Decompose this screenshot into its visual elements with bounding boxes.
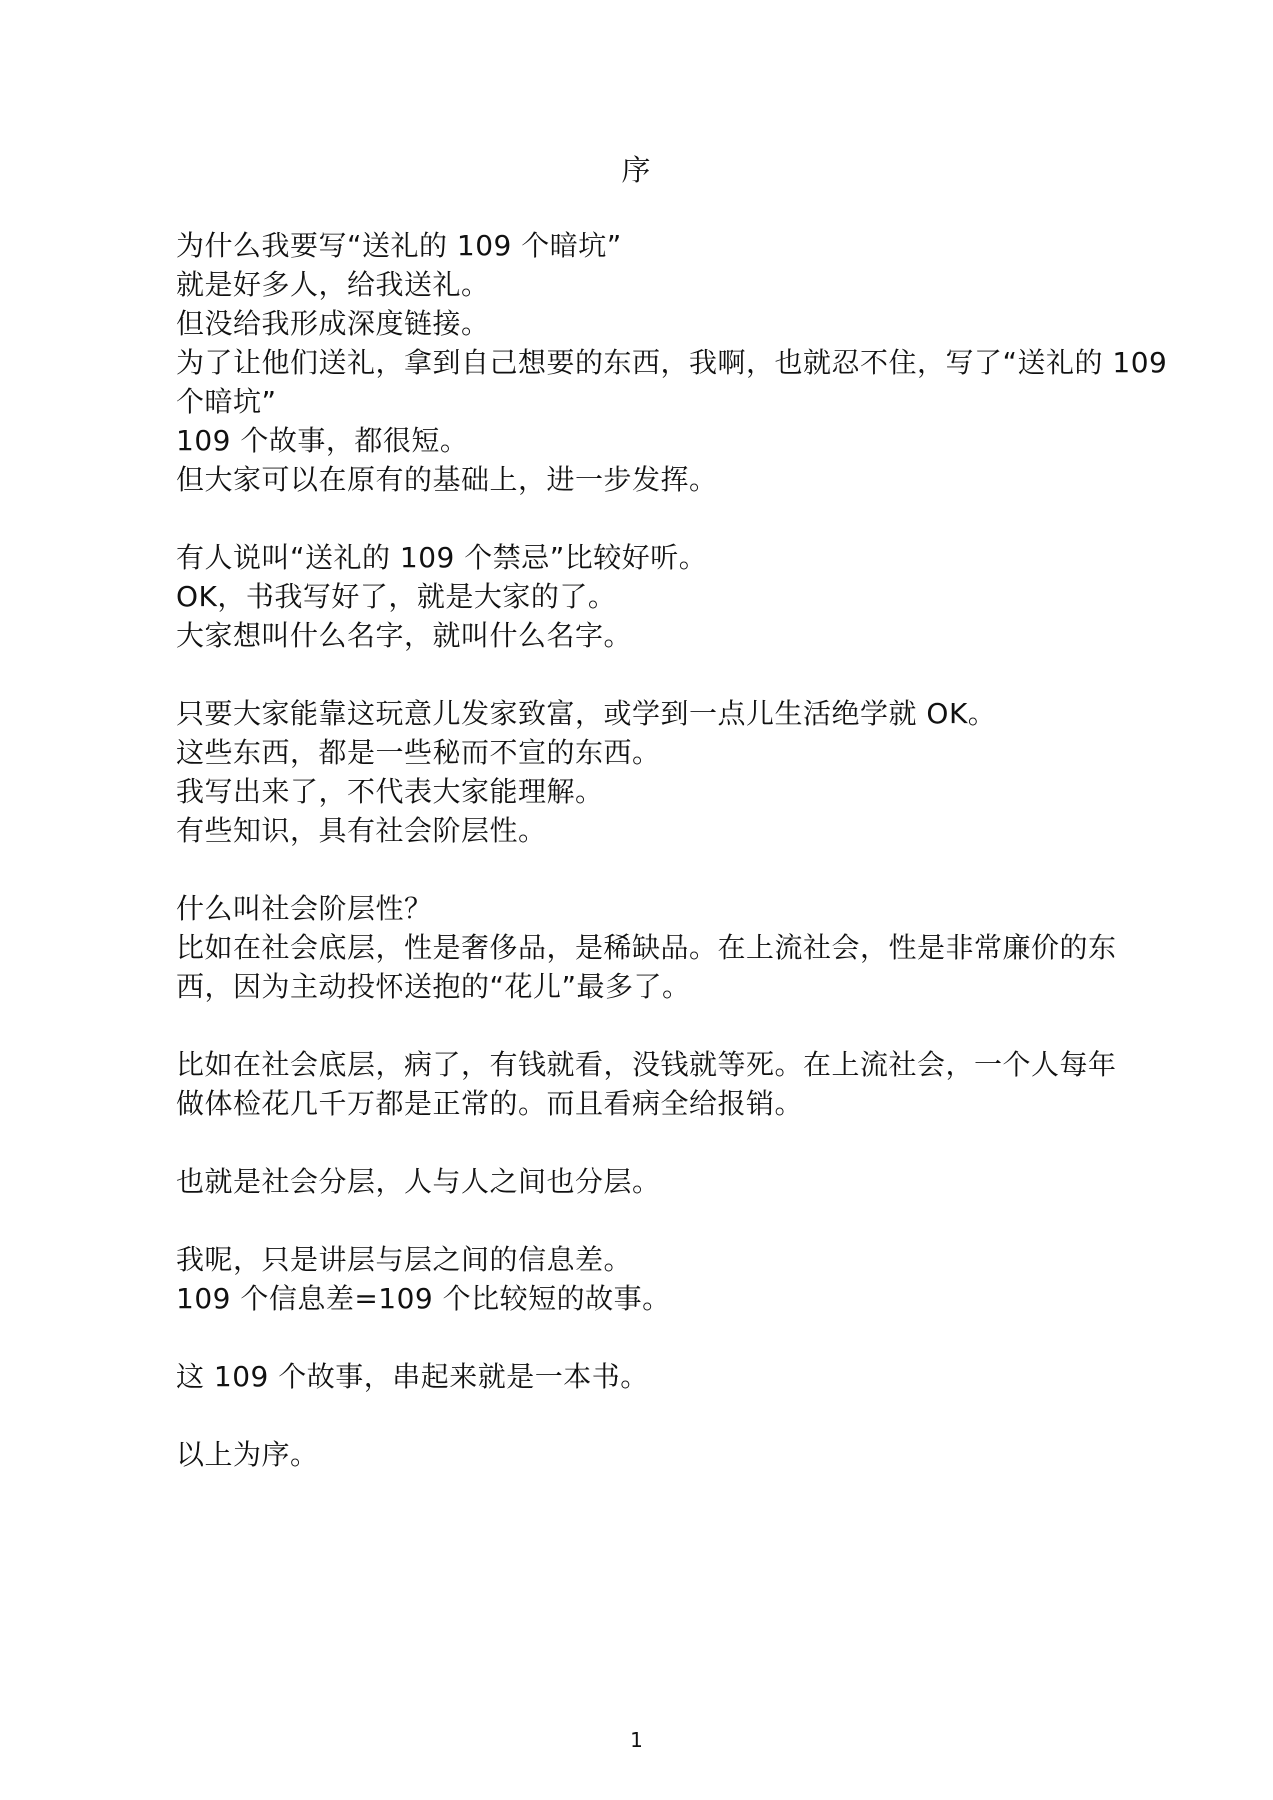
text-line: 就是好多人，给我送礼。 — [176, 268, 490, 301]
text-line: 个暗坑” — [176, 385, 277, 418]
text-line: 也就是社会分层，人与人之间也分层。 — [176, 1165, 661, 1198]
text-line: 什么叫社会阶层性？ — [176, 892, 433, 925]
text-line: 做体检花几千万都是正常的。而且看病全给报销。 — [176, 1087, 804, 1120]
paragraph-7 — [176, 1240, 1176, 1318]
text-line: 这些东西，都是一些秘而不宣的东西。 — [176, 736, 661, 769]
paragraph-8 — [176, 1357, 1176, 1396]
text-line: 以上为序。 — [176, 1438, 319, 1471]
text-line: 有人说叫“送礼的 109 个禁忌”比较好听。 — [176, 541, 708, 574]
text-line: 我写出来了，不代表大家能理解。 — [176, 775, 604, 808]
text-line: 为了让他们送礼，拿到自己想要的东西，我啊，也就忍不住，写了“送礼的 109 — [176, 346, 1168, 379]
text-line: 比如在社会底层，性是奢侈品，是稀缺品。在上流社会，性是非常廉价的东 — [176, 931, 1117, 964]
text-line: 大家想叫什么名字，就叫什么名字。 — [176, 619, 633, 652]
paragraph-6 — [176, 1162, 1176, 1201]
page-number: 1 — [630, 1728, 643, 1752]
text-line: 109 个信息差=109 个比较短的故事。 — [176, 1282, 671, 1315]
paragraph-2 — [176, 538, 1176, 655]
paragraph-3 — [176, 694, 1176, 850]
body-text — [176, 226, 1176, 1513]
text-line: 但大家可以在原有的基础上，进一步发挥。 — [176, 463, 718, 496]
text-line: 但没给我形成深度链接。 — [176, 307, 490, 340]
text-line: OK，书我写好了，就是大家的了。 — [176, 580, 617, 613]
text-line: 我呢，只是讲层与层之间的信息差。 — [176, 1243, 633, 1276]
text-line: 这 109 个故事，串起来就是一本书。 — [176, 1360, 649, 1393]
paragraph-5 — [176, 1045, 1176, 1123]
paragraph-9 — [176, 1435, 1176, 1474]
text-line: 西，因为主动投怀送抱的“花儿”最多了。 — [176, 970, 691, 1003]
text-line: 有些知识，具有社会阶层性。 — [176, 814, 547, 847]
text-line: 109 个故事，都很短。 — [176, 424, 469, 457]
text-line: 比如在社会底层，病了，有钱就看，没钱就等死。在上流社会，一个人每年 — [176, 1048, 1117, 1081]
page-title: 序 — [621, 153, 652, 187]
paragraph-1 — [176, 226, 1176, 499]
text-line: 为什么我要写“送礼的 109 个暗坑” — [176, 229, 622, 262]
text-line: 只要大家能靠这玩意儿发家致富，或学到一点儿生活绝学就 OK。 — [176, 697, 997, 730]
paragraph-4 — [176, 889, 1176, 1006]
